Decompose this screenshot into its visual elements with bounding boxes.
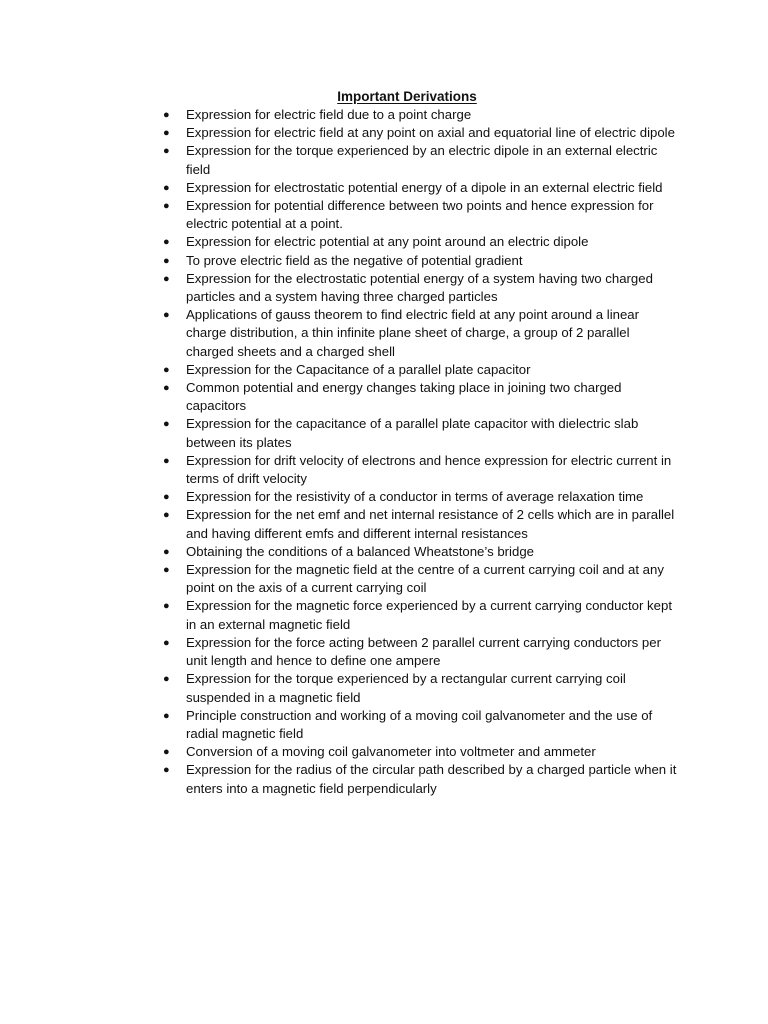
list-item — [160, 415, 680, 451]
bullet-icon: ● — [163, 382, 170, 395]
bullet-icon: ● — [163, 673, 170, 686]
page-title: Important Derivations — [337, 89, 477, 104]
list-item — [160, 179, 680, 197]
list-item-text: Expression for the net emf and net internal resistance of 2 cells which are in parallel and having different emfs and different internal resistances — [186, 507, 675, 541]
list-item-text: Expression for the force acting between 2 parallel current carrying conductors per unit length and hence to define one ampere — [186, 634, 661, 669]
list-item — [160, 506, 680, 542]
bullet-icon: ● — [163, 145, 170, 158]
list-item — [160, 142, 680, 178]
list-item — [160, 361, 680, 379]
bullet-icon: ● — [163, 746, 170, 759]
list-item-text: Conversion of a moving coil galvanometer into voltmeter and ammeter — [186, 744, 596, 760]
list-item-text: Expression for electric potential at any point around an electric dipole — [186, 234, 589, 250]
bullet-icon: ● — [163, 600, 170, 613]
bullet-icon: ● — [163, 200, 170, 213]
list-item — [160, 561, 680, 597]
list-item — [160, 233, 680, 251]
list-item-text: Expression for electric field at any point on axial and equatorial line of electric dipole — [186, 125, 675, 141]
list-item — [160, 707, 680, 743]
list-item-text: Expression for electric field due to a point charge — [186, 107, 472, 122]
list-item — [160, 452, 680, 488]
list-item — [160, 543, 680, 561]
bullet-icon: ● — [163, 236, 170, 249]
list-item — [160, 597, 680, 633]
bullet-icon: ● — [163, 509, 170, 522]
list-item-text: Expression for the torque experienced by an electric dipole in an external electric field — [186, 143, 658, 177]
list-item-text: Expression for potential difference between two points and hence expression for electric potential at a point. — [186, 198, 654, 232]
list-item-text: Applications of gauss theorem to find electric field at any point around a linear charge distribution, a thin infinite plane sheet of charge, a group of 2 parallel charged sheets and a charged shell — [186, 307, 640, 359]
list-item — [160, 197, 680, 233]
list-item-text: Expression for the magnetic field at the centre of a current carrying coil and at any point on the axis of a current carrying coil — [186, 562, 664, 596]
bullet-icon: ● — [163, 454, 170, 467]
list-item — [160, 106, 680, 124]
bullet-icon: ● — [163, 254, 170, 267]
list-item-text: Principle construction and working of a moving coil galvanometer and the use of radial magnetic field — [186, 707, 653, 741]
list-item-text: Expression for the torque experienced by a rectangular current carrying coil suspended in a magnetic field — [186, 671, 626, 705]
bullet-icon: ● — [163, 636, 170, 649]
bullet-icon: ● — [163, 272, 170, 285]
list-item-text: Expression for the electrostatic potential energy of a system having two charged particles and a system having three charged particles — [186, 270, 653, 305]
list-item-text: Expression for the resistivity of a conductor in terms of average relaxation time — [186, 489, 644, 505]
list-item — [160, 306, 680, 361]
list-item — [160, 670, 680, 706]
bullet-icon: ● — [163, 181, 170, 194]
list-item — [160, 124, 680, 142]
list-item-text: Expression for the radius of the circular path described by a charged particle when it enters into a magnetic field perpendicularly — [186, 762, 677, 796]
list-item-text: Expression for drift velocity of electrons and hence expression for electric current in terms of drift velocity — [186, 452, 672, 487]
list-item-text: Obtaining the conditions of a balanced Wheatstone’s bridge — [186, 543, 534, 559]
bullet-icon: ● — [163, 491, 170, 504]
list-item-text: Common potential and energy changes taking place in joining two charged capacitors — [186, 380, 622, 414]
list-item — [160, 488, 680, 506]
list-item-text: Expression for electrostatic potential energy of a dipole in an external electric field — [186, 179, 663, 195]
list-item — [160, 761, 680, 797]
list-item-text: Expression for the magnetic force experienced by a current carrying conductor kept in an external magnetic field — [186, 598, 672, 632]
list-item-text: To prove electric field as the negative of potential gradient — [186, 252, 523, 268]
list-item-text: Expression for the capacitance of a parallel plate capacitor with dielectric slab between its plates — [186, 416, 639, 450]
list-item — [160, 379, 680, 415]
bullet-icon: ● — [163, 764, 170, 777]
list-item — [160, 743, 680, 761]
bullet-icon: ● — [163, 109, 170, 121]
bullet-icon: ● — [163, 564, 170, 577]
derivations-list — [160, 106, 680, 798]
bullet-icon: ● — [163, 545, 170, 558]
bullet-icon: ● — [163, 709, 170, 722]
bullet-icon: ● — [163, 309, 170, 322]
bullet-icon: ● — [163, 418, 170, 431]
list-item — [160, 270, 680, 306]
list-item — [160, 634, 680, 670]
list-item-text: Expression for the Capacitance of a parallel plate capacitor — [186, 361, 531, 377]
bullet-icon: ● — [163, 127, 170, 140]
list-item — [160, 252, 680, 270]
bullet-icon: ● — [163, 363, 170, 376]
